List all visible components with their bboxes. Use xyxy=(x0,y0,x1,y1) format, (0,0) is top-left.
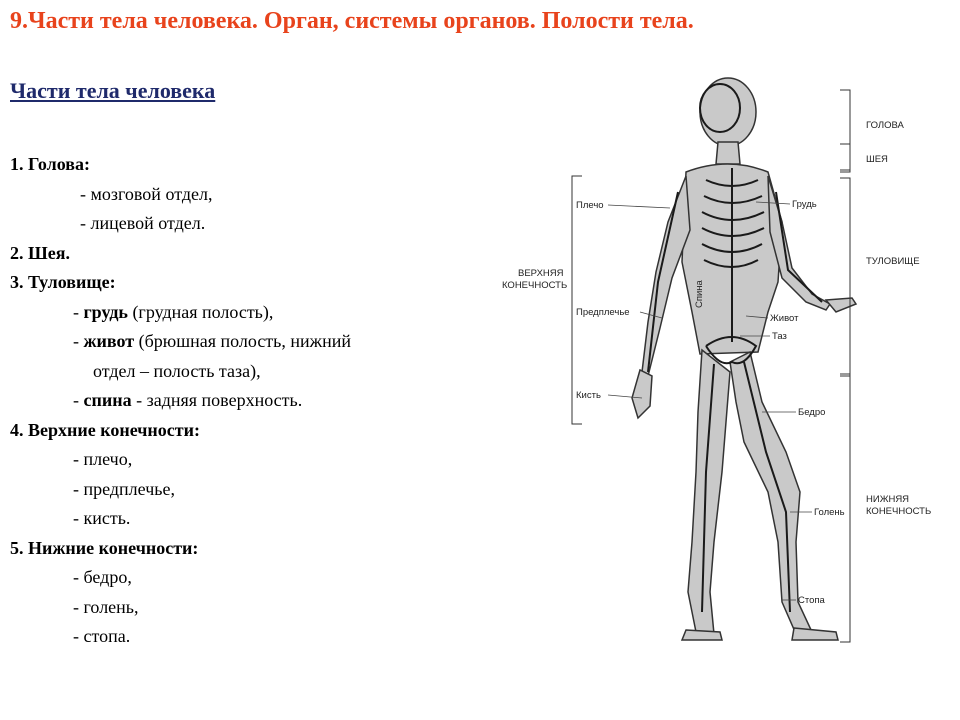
label-region-lower-line2: КОНЕЧНОСТЬ xyxy=(866,506,932,517)
outline-item: - кисть. xyxy=(73,508,131,528)
label-belly: Живот xyxy=(770,313,799,324)
note: (грудная полость), xyxy=(127,301,274,322)
label-shoulder: Плечо xyxy=(576,200,604,211)
label-foot: Стопа xyxy=(798,595,825,606)
body-parts-outline xyxy=(10,150,480,652)
label-upper-limb-line2: КОНЕЧНОСТЬ xyxy=(502,280,568,291)
dash: - xyxy=(73,301,84,322)
outline-item: - плечо, xyxy=(73,449,133,469)
note: - задняя поверхность. xyxy=(131,390,303,410)
outline-neck: 2. Шея. xyxy=(10,242,70,263)
dash: - xyxy=(73,331,84,351)
anatomy-figure xyxy=(500,72,940,652)
outline-head: 1. Голова: xyxy=(10,154,90,174)
outline-lower-limbs: 5. Нижние конечности: xyxy=(10,537,199,558)
outline-item-belly xyxy=(10,327,480,357)
label-forearm: Предплечье xyxy=(576,307,630,318)
label-region-head: ГОЛОВА xyxy=(866,120,904,131)
outline-item-belly-cont: отдел – полость таза), xyxy=(93,360,261,381)
label-region-lower-line1: НИЖНЯЯ xyxy=(866,494,910,505)
outline-item: - стопа. xyxy=(73,626,131,646)
label-hand: Кисть xyxy=(576,390,601,401)
label-shin: Голень xyxy=(814,507,845,518)
body-silhouette-icon xyxy=(632,78,856,640)
label-thigh: Бедро xyxy=(798,407,826,418)
label-pelvis: Таз xyxy=(772,331,787,342)
outline-trunk: 3. Туловище: xyxy=(10,272,116,292)
outline-item: - голень, xyxy=(73,596,139,617)
outline-item-back xyxy=(10,386,480,416)
outline-upper-limbs: 4. Верхние конечности: xyxy=(10,419,201,440)
outline-item: - лицевой отдел. xyxy=(80,213,206,233)
outline-item-chest xyxy=(10,298,480,328)
dash: - xyxy=(73,390,84,410)
outline-item: - предплечье, xyxy=(73,478,175,499)
section-heading: Части тела человека xyxy=(10,78,216,103)
label-spine: Спина xyxy=(694,280,705,308)
outline-item: - мозговой отдел, xyxy=(80,183,213,204)
note: (брюшная полость, нижний xyxy=(134,331,351,351)
label-region-trunk: ТУЛОВИЩЕ xyxy=(866,256,920,267)
anatomy-svg xyxy=(500,72,940,652)
term-chest: грудь xyxy=(83,301,128,322)
term-back: спина xyxy=(83,390,132,410)
label-upper-limb-line1: ВЕРХНЯЯ xyxy=(518,268,564,279)
label-chest: Грудь xyxy=(792,199,817,210)
slide-title: 9.Части тела человека. Орган, системы органов. Полости тела. xyxy=(10,8,694,34)
outline-item: - бедро, xyxy=(73,567,132,587)
term-belly: живот xyxy=(83,331,135,351)
label-region-neck: ШЕЯ xyxy=(866,154,888,165)
